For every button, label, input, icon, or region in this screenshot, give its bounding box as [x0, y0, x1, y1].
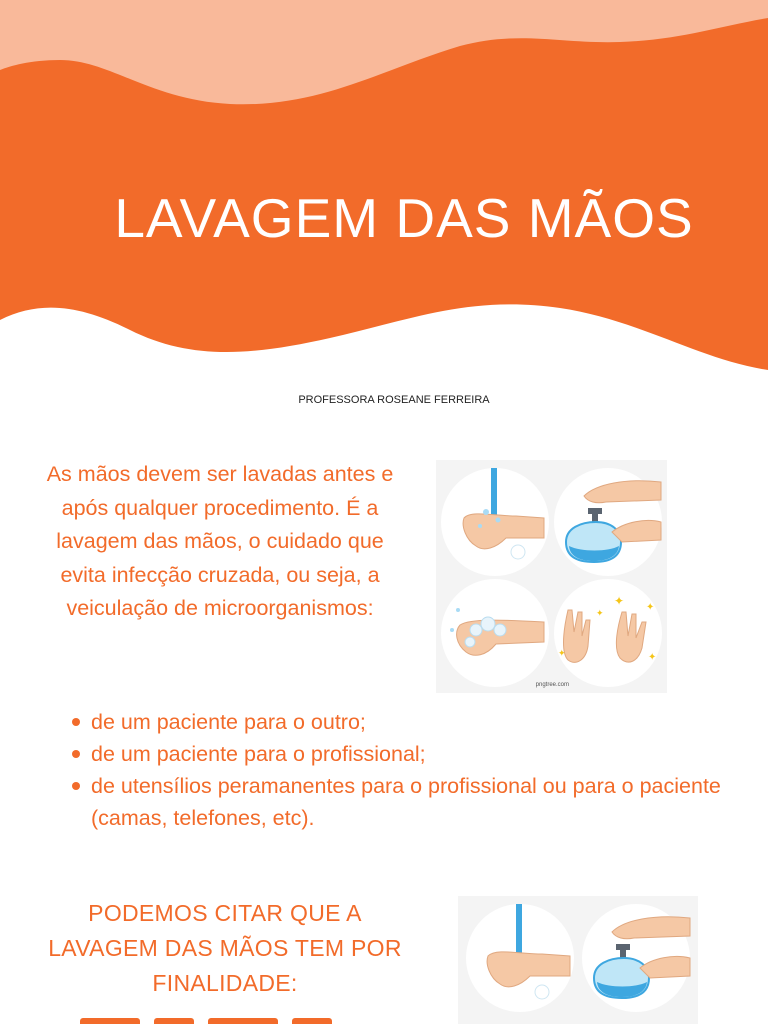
handwashing-illustration-partial — [458, 896, 698, 1024]
list-item: de um paciente para o outro; — [70, 706, 740, 738]
clean-hands-icon — [554, 579, 662, 687]
svg-text:✦: ✦ — [596, 609, 604, 619]
cut-off-text — [80, 1010, 380, 1024]
washing-under-water-icon — [441, 468, 549, 576]
svg-text:✦: ✦ — [614, 594, 625, 608]
list-item: de utensílios peramanentes para o profissional ou para o paciente (camas, telefones, etc). — [70, 770, 740, 834]
washing-under-water-icon — [466, 904, 574, 1012]
page-title: LAVAGEM DAS MÃOS — [114, 187, 694, 249]
author-name: PROFESSORA ROSEANE FERREIRA — [298, 394, 490, 406]
section-subtitle: PODEMOS CITAR QUE A LAVAGEM DAS MÃOS TEM POR FINALIDADE: — [48, 900, 402, 996]
svg-text:✦: ✦ — [648, 652, 657, 663]
soap-dispenser-icon — [554, 468, 662, 576]
transmission-list — [70, 706, 740, 834]
svg-text:✦: ✦ — [558, 649, 566, 659]
soap-dispenser-icon — [582, 904, 690, 1012]
intro-paragraph: As mãos devem ser lavadas antes e após qualquer procedimento. É a lavagem das mãos, o cuidado que evita infecção cruzada, ou seja, a veiculação de microorganismos: — [46, 462, 394, 620]
watermark: pngtree.com — [535, 682, 569, 688]
list-item: de um paciente para o profissional; — [70, 738, 740, 770]
lathering-hands-icon — [441, 579, 549, 687]
svg-text:✦: ✦ — [646, 602, 655, 613]
handwashing-illustration — [436, 460, 667, 693]
